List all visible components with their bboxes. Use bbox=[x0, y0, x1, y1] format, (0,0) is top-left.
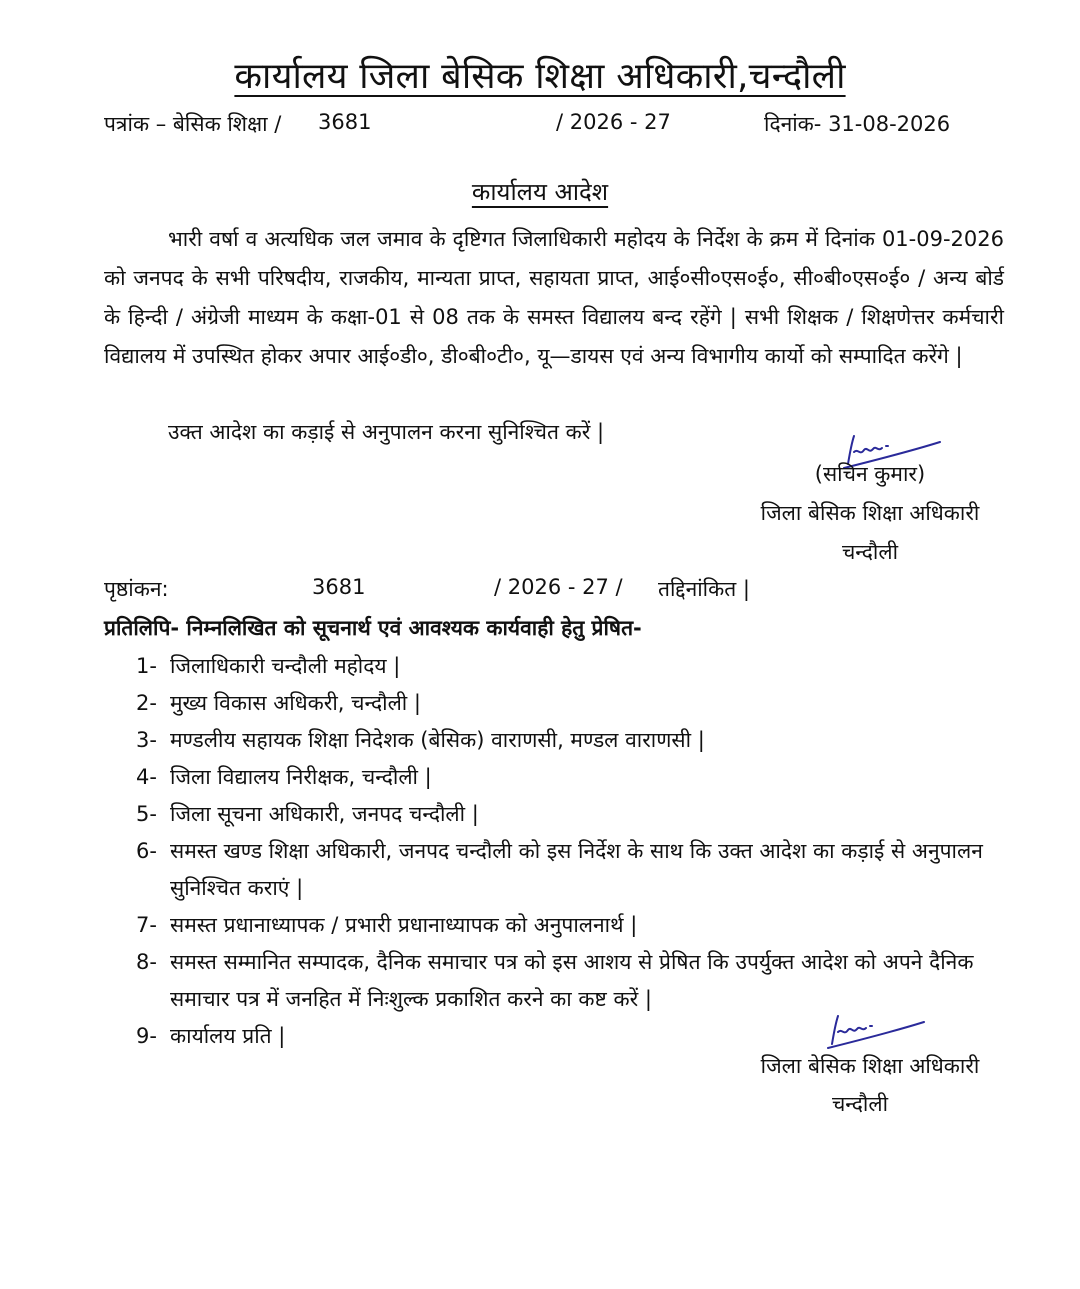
list-item-text: जिलाधिकारी चन्दौली महोदय | bbox=[170, 654, 401, 678]
list-item-number: 6- bbox=[136, 839, 157, 863]
signature-mark bbox=[820, 1010, 930, 1054]
list-item bbox=[136, 685, 1006, 722]
order-title: कार्यालय आदेश bbox=[471, 178, 609, 206]
list-item bbox=[136, 796, 1006, 833]
list-item-text: मण्डलीय सहायक शिक्षा निदेशक (बेसिक) वाराणसी, मण्डल वाराणसी | bbox=[170, 728, 705, 752]
list-item-number: 3- bbox=[136, 728, 157, 752]
endorsement-label: पृष्ठांकन: bbox=[104, 577, 169, 601]
list-item-text: समस्त प्रधानाध्यापक / प्रभारी प्रधानाध्यापक को अनुपालनार्थ | bbox=[170, 913, 638, 937]
list-item-number: 2- bbox=[136, 691, 157, 715]
list-item bbox=[136, 722, 1006, 759]
footer-signatory-designation: जिला बेसिक शिक्षा अधिकारी bbox=[760, 1054, 980, 1078]
endorsement-year: / 2026 - 27 / bbox=[494, 575, 623, 599]
list-item-text: समस्त सम्मानित सम्पादक, दैनिक समाचार पत्र को इस आशय से प्रेषित कि उपर्युक्त आदेश को अपने दैनिक समाचार पत्र में जनहित में निःशुल्क प्रकाशित करने का कष्ट करें | bbox=[170, 950, 974, 1011]
list-item-number: 9- bbox=[136, 1024, 157, 1048]
list-item bbox=[136, 648, 1006, 685]
compliance-line: उक्त आदेश का कड़ाई से अनुपालन करना सुनिश्चित करें | bbox=[168, 420, 605, 444]
list-item-text: कार्यालय प्रति | bbox=[170, 1024, 286, 1048]
list-item-number: 1- bbox=[136, 654, 157, 678]
list-item-text: जिला विद्यालय निरीक्षक, चन्दौली | bbox=[170, 765, 432, 789]
endorsement-number: 3681 bbox=[312, 575, 366, 599]
list-item-number: 7- bbox=[136, 913, 157, 937]
signatory-designation: जिला बेसिक शिक्षा अधिकारी bbox=[760, 501, 980, 525]
order-date: दिनांक- 31-08-2026 bbox=[764, 112, 951, 136]
reference-label: पत्रांक – बेसिक शिक्षा / bbox=[104, 112, 282, 136]
list-item-number: 5- bbox=[136, 802, 157, 826]
list-item bbox=[136, 759, 1006, 796]
footer-signatory-place: चन्दौली bbox=[831, 1092, 889, 1116]
list-item-text: मुख्य विकास अधिकरी, चन्दौली | bbox=[170, 691, 421, 715]
list-item bbox=[136, 833, 1006, 907]
endorsement-dated: तद्दिनांकित | bbox=[658, 577, 750, 601]
list-item-number: 8- bbox=[136, 950, 157, 974]
signatory-name: (सचिन कुमार) bbox=[814, 462, 926, 486]
order-paragraph: भारी वर्षा व अत्यधिक जल जमाव के दृष्टिगत जिलाधिकारी महोदय के निर्देश के क्रम में दिनांक 01-09-2026 को जनपद के सभी परिषदीय, राजकीय, मान्यता प्राप्त, सहायता प्राप्त, आई०सी०एस०ई०, सी०बी०एस०ई० / अन्य बोर्ड के हिन्दी / अंग्रेजी माध्यम के कक्षा-01 से 08 तक के समस्त विद्यालय बन्द रहेंगे | सभी शिक्षक / शिक्षणेत्तर कर्मचारी विद्यालय में उपस्थित होकर अपार आई०डी०, डी०बी०टी०, यू—डायस एवं अन्य विभागीय कार्यो को सम्पादित करेंगे | bbox=[104, 227, 1004, 368]
list-item bbox=[136, 907, 1006, 944]
list-item-text: समस्त खण्ड शिक्षा अधिकारी, जनपद चन्दौली को इस निर्देश के साथ कि उक्त आदेश का कड़ाई से अनुपालन सुनिश्चित कराएं | bbox=[170, 839, 983, 900]
list-item-text: जिला सूचना अधिकारी, जनपद चन्दौली | bbox=[170, 802, 479, 826]
reference-number: 3681 bbox=[318, 110, 372, 134]
list-item-number: 4- bbox=[136, 765, 157, 789]
office-title: कार्यालय जिला बेसिक शिक्षा अधिकारी,चन्दौली bbox=[234, 56, 846, 97]
reference-year: / 2026 - 27 bbox=[556, 110, 671, 134]
signatory-place: चन्दौली bbox=[841, 540, 899, 564]
list-item bbox=[136, 944, 1006, 1018]
copy-heading: प्रतिलिपि- निम्नलिखित को सूचनार्थ एवं आवश्यक कार्यवाही हेतु प्रेषित- bbox=[104, 616, 642, 640]
